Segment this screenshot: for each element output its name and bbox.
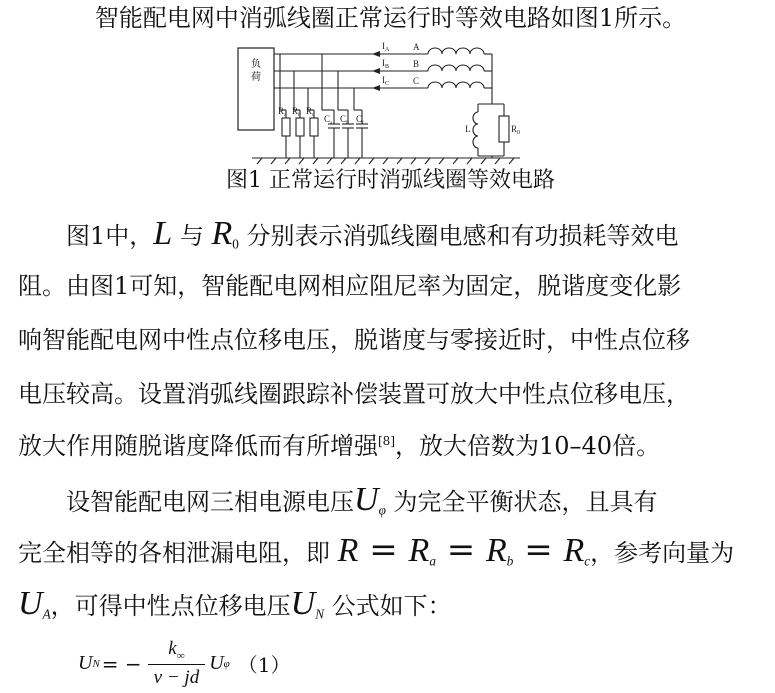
arrow-ib (372, 68, 380, 74)
paragraph-1-line-3: 响智能配电网中性点位移电压，脱谐度与零接近时，中性点位移 (18, 326, 690, 354)
resistor-ra (282, 118, 290, 136)
label-rb: $R_b$ (292, 106, 301, 118)
equation-1: U N = − $\frac{k_\infty}{v - jd}$ U φ （1） (78, 638, 291, 688)
label-cb: $C_b$ (340, 114, 349, 126)
label-ca: $C_a$ (324, 114, 333, 126)
load-label-2: 荷 (251, 72, 261, 83)
label-ic: $I_C$ (382, 75, 390, 87)
paragraph-1-line-5: 放大作用随脱谐度降低而有所增强[8]，放大倍数为10–40倍。 (18, 432, 661, 460)
coil-a (428, 48, 484, 54)
label-rc: $R_c$ (306, 106, 315, 118)
arrow-ia (372, 51, 380, 57)
equation-number: （1） (237, 653, 291, 677)
load-label-1: 负 (251, 59, 261, 70)
resistor-rc (310, 118, 318, 136)
paragraph-1-line-2: 阻。由图1可知，智能配电网相应阻尼率为固定，脱谐度变化影 (18, 272, 682, 300)
paragraph-1-line-1: 图1中，L 与 $R_0$ 分别表示消弧线圈电感和有功损耗等效电 (66, 215, 679, 252)
coil-c (428, 82, 484, 88)
label-l: L (465, 124, 471, 134)
coil-b (428, 65, 484, 71)
label-r0: $R_0$ (511, 124, 521, 136)
figure-caption: 图1 正常运行时消弧线圈等效电路 (226, 168, 555, 193)
phase-a: A (413, 42, 420, 52)
phase-c: C (413, 76, 420, 86)
arrow-ic (372, 85, 380, 91)
resistor-rb (296, 118, 304, 136)
equation-fraction: $\frac{k_\infty}{v - jd}$ (148, 638, 206, 689)
intro-line: 智能配电网中消弧线圈正常运行时等效电路如图1所示。 (94, 4, 687, 32)
coil-l (473, 112, 478, 148)
label-ib: $I_B$ (382, 58, 390, 70)
paragraph-2-line-2: 完全相等的各相泄漏电阻，即 $R = R_a = R_b = R_c$，参考向量为 (18, 530, 735, 570)
paragraph-1-line-4: 电压较高。设置消弧线圈跟踪补偿装置可放大中性点位移电压， (18, 380, 690, 408)
label-ia: $I_A$ (382, 41, 390, 53)
paragraph-2-line-3: $U_A$，可得中性点位移电压$U_N$ 公式如下： (18, 585, 452, 622)
resistor-r0 (499, 116, 509, 142)
phase-b: B (413, 59, 420, 69)
label-ra: $R_a$ (278, 106, 287, 118)
citation-ref: [8] (378, 434, 395, 448)
paragraph-2-line-1: 设智能配电网三相电源电压$U_\varphi$ 为完全平衡状态，且具有 (66, 481, 658, 518)
ground-hatch (257, 158, 514, 164)
label-cc: $C_c$ (356, 114, 365, 126)
